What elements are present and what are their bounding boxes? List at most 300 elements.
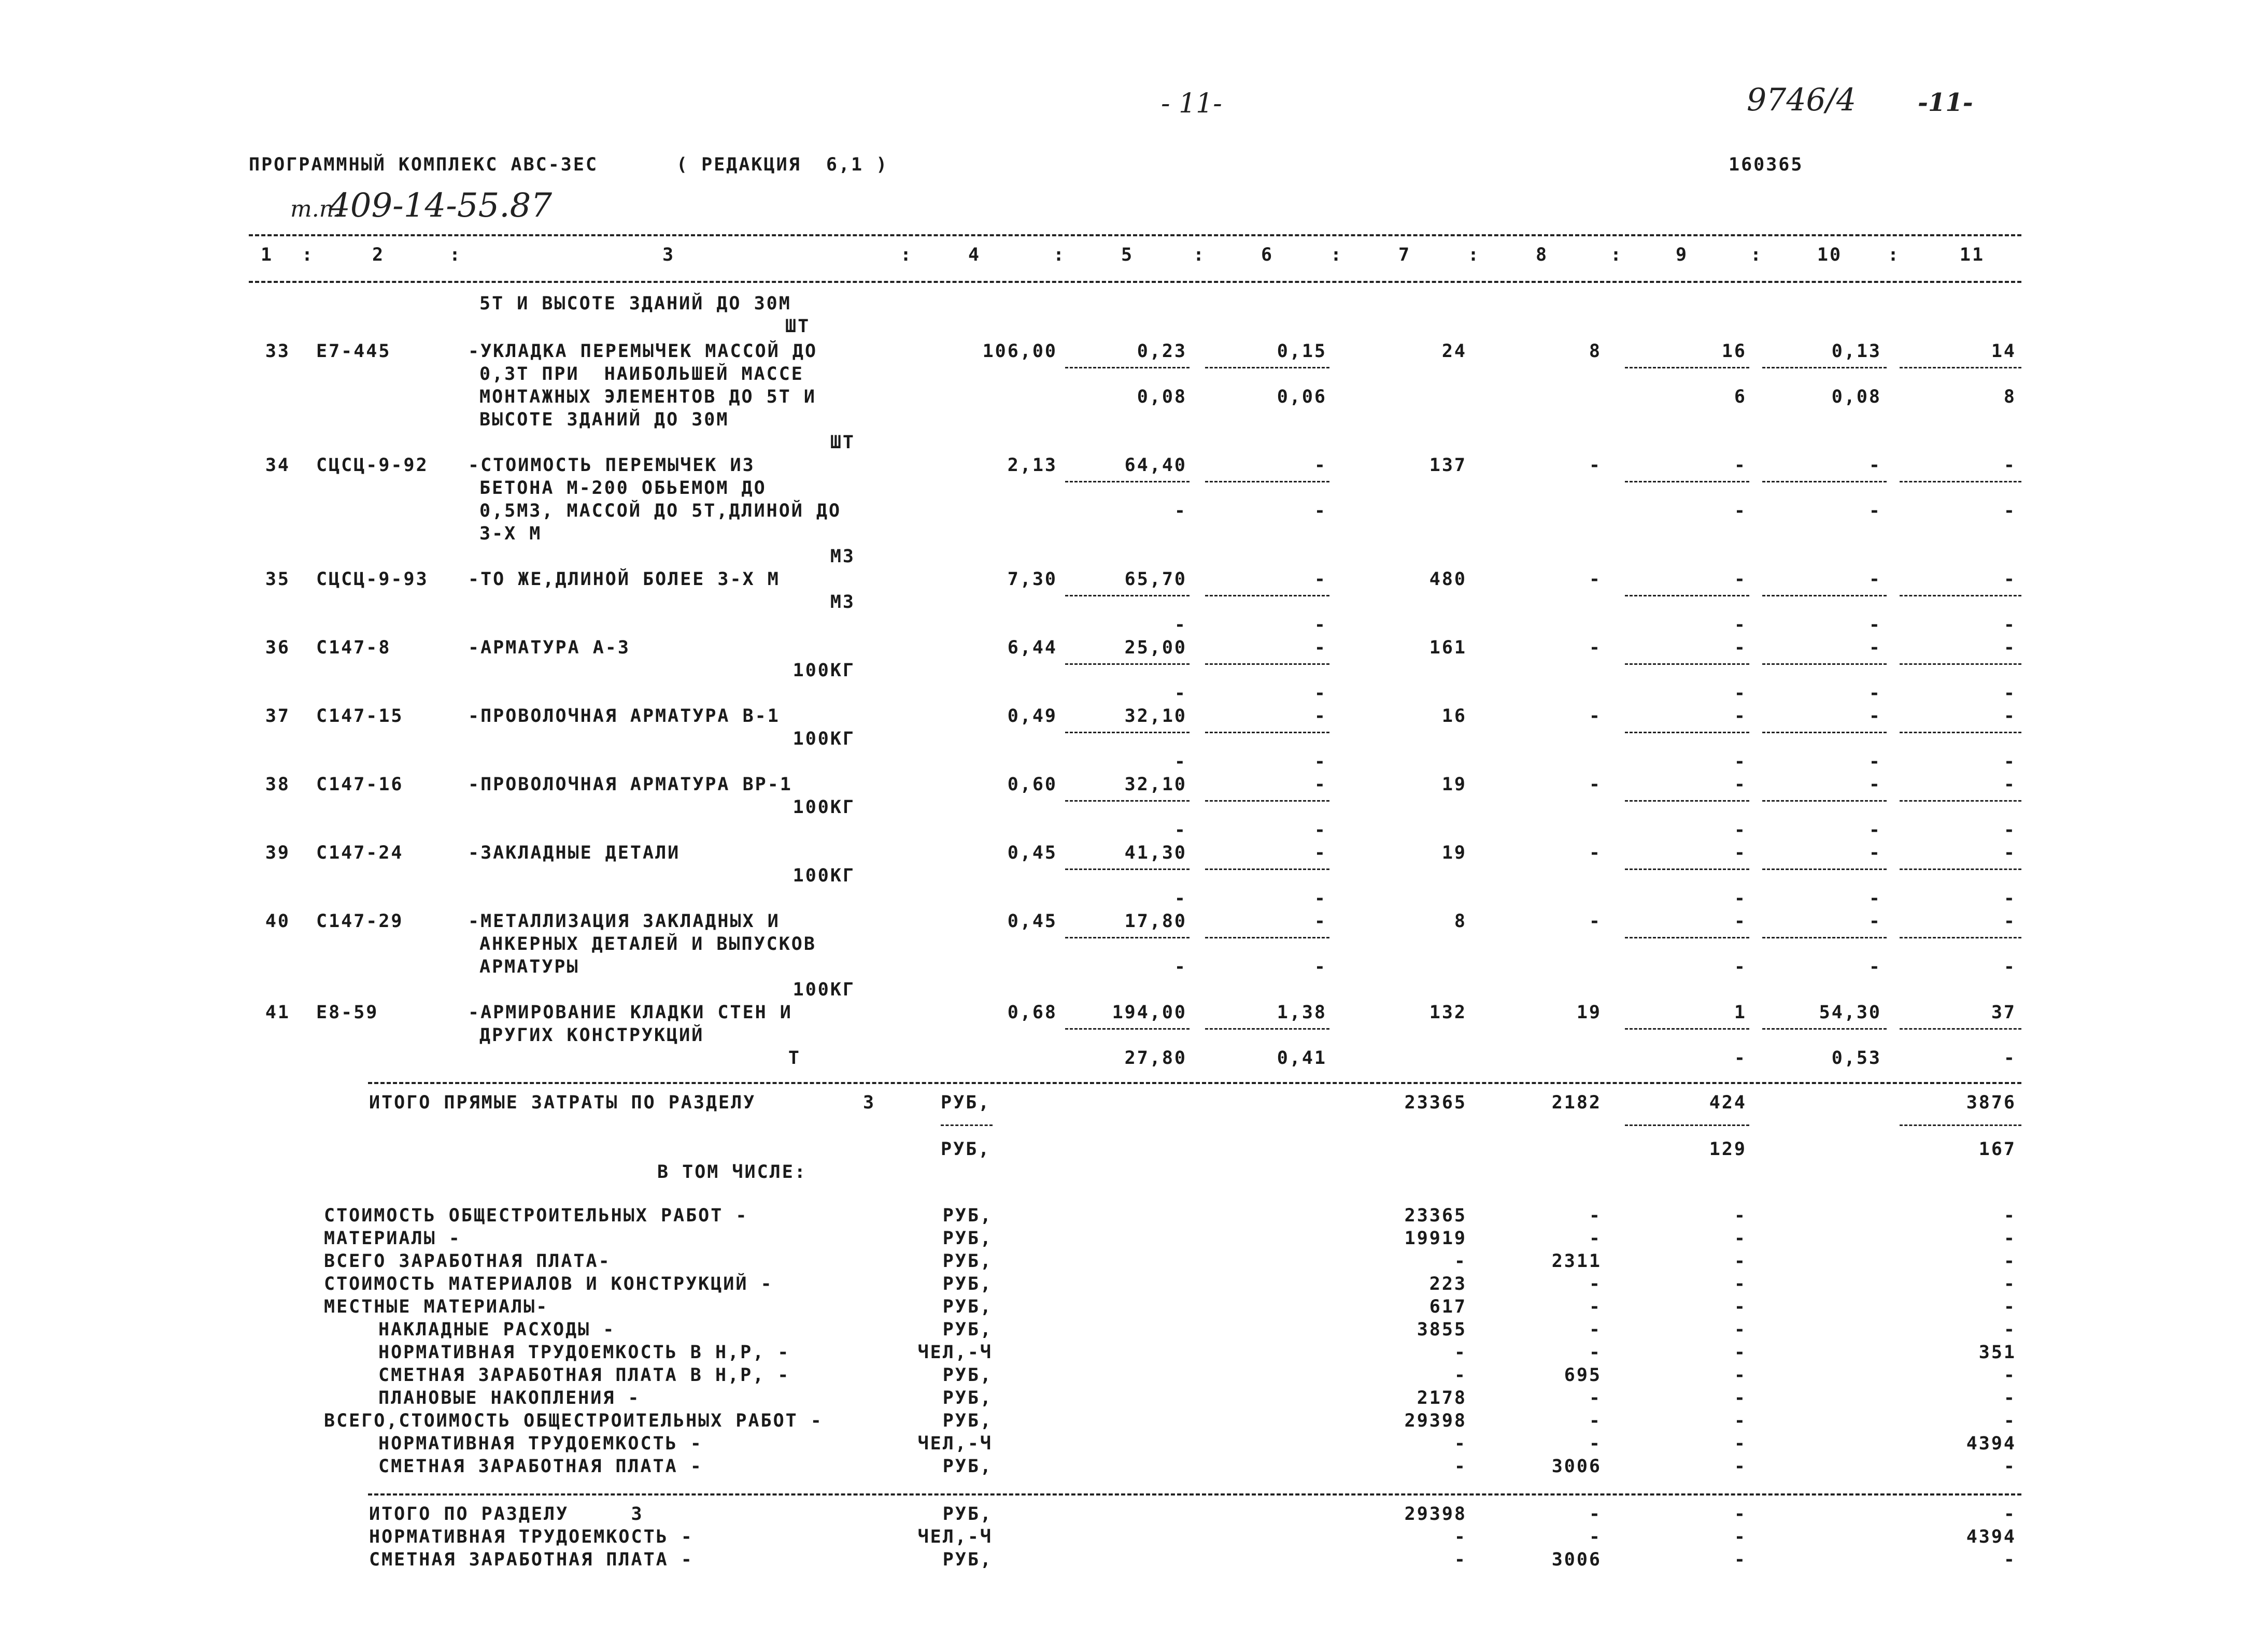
itogo-direct-c7: 23365 bbox=[1404, 1092, 1467, 1113]
breakdown-unit: РУБ, bbox=[942, 1274, 993, 1294]
section-total-label: НОРМАТИВНАЯ ТРУДОЕМКОСТЬ - bbox=[369, 1527, 693, 1547]
row-cell-c10: - bbox=[1868, 637, 1881, 658]
row-cell-c7: 161 bbox=[1429, 637, 1467, 658]
row-cell-c8: - bbox=[1589, 911, 1602, 932]
section-total-c8: 3006 bbox=[1551, 1549, 1602, 1570]
breakdown-c8: - bbox=[1589, 1274, 1602, 1294]
breakdown-c9: - bbox=[1734, 1228, 1747, 1249]
row-unit: 100КГ bbox=[792, 865, 855, 886]
row-cell-c9b: - bbox=[1734, 683, 1747, 704]
row-description-line: -ПРОВОЛОЧНАЯ АРМАТУРА ВР-1 bbox=[468, 774, 792, 795]
section-total-rule bbox=[368, 1493, 2021, 1496]
row-subrule-c5 bbox=[1065, 367, 1190, 368]
row-code: С147-29 bbox=[316, 911, 404, 932]
row-cell-c11: - bbox=[2003, 843, 2016, 863]
row-subrule-c10 bbox=[1762, 481, 1887, 482]
breakdown-label: ВСЕГО,СТОИМОСТЬ ОБЩЕСТРОИТЕЛЬНЫХ РАБОТ - bbox=[324, 1411, 823, 1431]
row-cell-c8: - bbox=[1589, 843, 1602, 863]
row-subrule-c5 bbox=[1065, 800, 1190, 802]
row-code: Е8-59 bbox=[316, 1002, 379, 1023]
column-number-8: 8 bbox=[1535, 245, 1549, 265]
program-title: ПРОГРАММНЫЙ КОМПЛЕКС АВС-3ЕС bbox=[249, 154, 599, 175]
row-cell-c7: 137 bbox=[1429, 455, 1467, 476]
breakdown-c7: 3855 bbox=[1417, 1319, 1467, 1340]
row-unit: 100КГ bbox=[792, 797, 855, 818]
breakdown-c8: - bbox=[1589, 1319, 1602, 1340]
row-subrule-c10 bbox=[1762, 367, 1887, 368]
row-cell-c6: - bbox=[1314, 569, 1327, 590]
row-subrule-c9 bbox=[1625, 481, 1749, 482]
breakdown-label: СМЕТНАЯ ЗАРАБОТНАЯ ПЛАТА - bbox=[378, 1456, 703, 1477]
column-number-3: 3 bbox=[662, 245, 675, 265]
row-cell-qty: 0,60 bbox=[1007, 774, 1057, 795]
row-number: 40 bbox=[265, 911, 290, 932]
tp-number: 409-14-55.87 bbox=[329, 187, 553, 225]
row-cell-c6: - bbox=[1314, 843, 1327, 863]
breakdown-unit: ЧЕЛ,-Ч bbox=[917, 1342, 993, 1363]
breakdown-c7: - bbox=[1454, 1251, 1467, 1272]
row-cell-c10: - bbox=[1868, 455, 1881, 476]
column-number-10: 10 bbox=[1817, 245, 1843, 265]
row-unit: М3 bbox=[830, 546, 855, 567]
row-subrule-c6 bbox=[1205, 1028, 1329, 1030]
itogo-direct-c11b: 167 bbox=[1978, 1139, 2016, 1160]
section-total-unit: ЧЕЛ,-Ч bbox=[917, 1527, 993, 1547]
row-cell-c6: 0,15 bbox=[1277, 341, 1327, 362]
itogo-direct-unit: РУБ, bbox=[941, 1092, 991, 1113]
breakdown-c9: - bbox=[1734, 1388, 1747, 1408]
row-cell-c10b: - bbox=[1868, 501, 1881, 521]
section-total-c7: 29398 bbox=[1404, 1504, 1467, 1525]
row-cell-c8: - bbox=[1589, 706, 1602, 727]
row-number: 39 bbox=[265, 843, 290, 863]
row-cell-c5: 25,00 bbox=[1124, 637, 1187, 658]
row-subrule-c11 bbox=[1900, 800, 2021, 802]
row-cell-c11b: - bbox=[2003, 615, 2016, 635]
row-cell-c8: - bbox=[1589, 569, 1602, 590]
section-total-c9: - bbox=[1734, 1504, 1747, 1525]
breakdown-c11: - bbox=[2003, 1319, 2016, 1340]
breakdown-c7: 2178 bbox=[1417, 1388, 1467, 1408]
row-cell-c9b: - bbox=[1734, 957, 1747, 977]
breakdown-c11: - bbox=[2003, 1456, 2016, 1477]
row-subrule-c5 bbox=[1065, 481, 1190, 482]
breakdown-c9: - bbox=[1734, 1205, 1747, 1226]
row-cell-c5: 64,40 bbox=[1124, 455, 1187, 476]
row-description-line: -АРМАТУРА А-3 bbox=[468, 637, 630, 658]
row-cell-c11: - bbox=[2003, 569, 2016, 590]
row-subrule-c6 bbox=[1205, 732, 1329, 733]
row-subrule-c5 bbox=[1065, 868, 1190, 870]
row-cell-c7: 24 bbox=[1441, 341, 1467, 362]
row-subrule-c6 bbox=[1205, 937, 1329, 938]
column-separator: : bbox=[302, 245, 315, 265]
breakdown-c8: - bbox=[1589, 1342, 1602, 1363]
row-subrule-c6 bbox=[1205, 868, 1329, 870]
row-description-line: -АРМИРОВАНИЕ КЛАДКИ СТЕН И bbox=[468, 1002, 792, 1023]
row-cell-qty: 6,44 bbox=[1007, 637, 1057, 658]
breakdown-c11: - bbox=[2003, 1297, 2016, 1317]
itogo-direct-c8: 2182 bbox=[1551, 1092, 1602, 1113]
row-description-line: 3-Х М bbox=[479, 523, 542, 544]
row-subrule-c11 bbox=[1900, 663, 2021, 665]
breakdown-c8: - bbox=[1589, 1433, 1602, 1454]
row-subrule-c9 bbox=[1625, 663, 1749, 665]
breakdown-unit: ЧЕЛ,-Ч bbox=[917, 1433, 993, 1454]
row-subrule-c9 bbox=[1625, 1028, 1749, 1030]
breakdown-c11: - bbox=[2003, 1365, 2016, 1386]
column-number-7: 7 bbox=[1398, 245, 1411, 265]
row-cell-c9: 16 bbox=[1721, 341, 1747, 362]
row-description-line: ДРУГИХ КОНСТРУКЦИЙ bbox=[479, 1025, 704, 1046]
row-cell-c11: - bbox=[2003, 774, 2016, 795]
breakdown-unit: РУБ, bbox=[942, 1388, 993, 1408]
breakdown-label: МАТЕРИАЛЫ - bbox=[324, 1228, 461, 1249]
continuation-unit: ШТ bbox=[785, 316, 811, 337]
row-description-line: -ЗАКЛАДНЫЕ ДЕТАЛИ bbox=[468, 843, 681, 863]
row-cell-c10: 54,30 bbox=[1819, 1002, 1881, 1023]
breakdown-c8: - bbox=[1589, 1388, 1602, 1408]
section-total-label: ИТОГО ПО РАЗДЕЛУ 3 bbox=[369, 1504, 644, 1525]
row-cell-qty: 7,30 bbox=[1007, 569, 1057, 590]
row-cell-c5b: 27,80 bbox=[1124, 1048, 1187, 1069]
row-description-line: АРМАТУРЫ bbox=[479, 957, 579, 977]
row-cell-c11: - bbox=[2003, 706, 2016, 727]
row-subrule-c6 bbox=[1205, 595, 1329, 596]
section-total-label: СМЕТНАЯ ЗАРАБОТНАЯ ПЛАТА - bbox=[369, 1549, 693, 1570]
row-cell-c11b: - bbox=[2003, 683, 2016, 704]
itogo-rule bbox=[368, 1082, 2021, 1084]
row-unit: М3 bbox=[830, 592, 855, 613]
section-total-c8: - bbox=[1589, 1504, 1602, 1525]
row-cell-c6b: - bbox=[1314, 888, 1327, 909]
breakdown-c8: - bbox=[1589, 1228, 1602, 1249]
column-number-4: 4 bbox=[968, 245, 981, 265]
row-cell-c9b: - bbox=[1734, 820, 1747, 841]
column-separator: : bbox=[1610, 245, 1623, 265]
column-separator: : bbox=[449, 245, 462, 265]
row-cell-c10b: - bbox=[1868, 683, 1881, 704]
breakdown-c11: - bbox=[2003, 1388, 2016, 1408]
breakdown-c9: - bbox=[1734, 1297, 1747, 1317]
row-cell-c11b: - bbox=[2003, 820, 2016, 841]
row-cell-c5b: - bbox=[1174, 615, 1187, 635]
breakdown-c9: - bbox=[1734, 1319, 1747, 1340]
row-cell-c10: - bbox=[1868, 911, 1881, 932]
row-cell-c5b: - bbox=[1174, 683, 1187, 704]
section-total-c11: 4394 bbox=[1966, 1527, 2016, 1547]
row-cell-c9: - bbox=[1734, 843, 1747, 863]
breakdown-c9: - bbox=[1734, 1456, 1747, 1477]
row-number: 33 bbox=[265, 341, 290, 362]
breakdown-label: ПЛАНОВЫЕ НАКОПЛЕНИЯ - bbox=[378, 1388, 641, 1408]
row-unit: ШТ bbox=[830, 432, 855, 453]
row-cell-c7: 19 bbox=[1441, 774, 1467, 795]
row-description-line: 0,3Т ПРИ НАИБОЛЬШЕЙ МАССЕ bbox=[479, 364, 804, 384]
row-cell-c6b: 0,06 bbox=[1277, 387, 1327, 407]
row-cell-c6: - bbox=[1314, 774, 1327, 795]
row-cell-c5b: - bbox=[1174, 751, 1187, 772]
row-cell-c8: - bbox=[1589, 455, 1602, 476]
row-cell-c5: 32,10 bbox=[1124, 706, 1187, 727]
row-code: С147-8 bbox=[316, 637, 391, 658]
row-subrule-c5 bbox=[1065, 663, 1190, 665]
row-description-line: -ПРОВОЛОЧНАЯ АРМАТУРА В-1 bbox=[468, 706, 780, 727]
row-subrule-c6 bbox=[1205, 663, 1329, 665]
breakdown-unit: РУБ, bbox=[942, 1251, 993, 1272]
row-code: С147-16 bbox=[316, 774, 404, 795]
row-subrule-c10 bbox=[1762, 663, 1887, 665]
breakdown-c8: - bbox=[1589, 1411, 1602, 1431]
row-cell-c10b: - bbox=[1868, 957, 1881, 977]
breakdown-c11: - bbox=[2003, 1251, 2016, 1272]
row-cell-c6: - bbox=[1314, 637, 1327, 658]
breakdown-c9: - bbox=[1734, 1365, 1747, 1386]
row-cell-qty: 106,00 bbox=[982, 341, 1057, 362]
row-cell-c10: - bbox=[1868, 706, 1881, 727]
row-subrule-c11 bbox=[1900, 367, 2021, 368]
section-total-c11: - bbox=[2003, 1549, 2016, 1570]
row-cell-c10b: - bbox=[1868, 820, 1881, 841]
row-cell-c9: - bbox=[1734, 637, 1747, 658]
row-code: СЦСЦ-9-92 bbox=[316, 455, 429, 476]
row-cell-qty: 0,49 bbox=[1007, 706, 1057, 727]
page-number-center: - 11- bbox=[1161, 88, 1222, 119]
breakdown-c8: 3006 bbox=[1551, 1456, 1602, 1477]
row-cell-c6b: - bbox=[1314, 683, 1327, 704]
row-cell-qty: 0,45 bbox=[1007, 843, 1057, 863]
breakdown-label: СТОИМОСТЬ ОБЩЕСТРОИТЕЛЬНЫХ РАБОТ - bbox=[324, 1205, 748, 1226]
row-cell-c10: 0,13 bbox=[1831, 341, 1881, 362]
row-unit: 100КГ bbox=[792, 729, 855, 749]
breakdown-c8: 2311 bbox=[1551, 1251, 1602, 1272]
breakdown-unit: РУБ, bbox=[942, 1228, 993, 1249]
row-cell-c6b: - bbox=[1314, 820, 1327, 841]
row-subrule-c6 bbox=[1205, 481, 1329, 482]
breakdown-c7: 223 bbox=[1429, 1274, 1467, 1294]
row-cell-c5: 32,10 bbox=[1124, 774, 1187, 795]
v-tom-chisle-heading: В ТОМ ЧИСЛЕ: bbox=[657, 1162, 807, 1183]
row-subrule-c6 bbox=[1205, 367, 1329, 368]
document-code: 160365 bbox=[1729, 154, 1804, 175]
section-total-unit: РУБ, bbox=[942, 1504, 993, 1525]
itogo-subrule-c11 bbox=[1900, 1124, 2021, 1126]
row-cell-c7: 132 bbox=[1429, 1002, 1467, 1023]
row-number: 38 bbox=[265, 774, 290, 795]
breakdown-unit: РУБ, bbox=[942, 1365, 993, 1386]
row-description-line: -СТОИМОСТЬ ПЕРЕМЫЧЕК ИЗ bbox=[468, 455, 755, 476]
row-cell-c11: - bbox=[2003, 455, 2016, 476]
row-cell-qty: 2,13 bbox=[1007, 455, 1057, 476]
row-cell-c9: - bbox=[1734, 706, 1747, 727]
row-number: 37 bbox=[265, 706, 290, 727]
row-cell-c9b: - bbox=[1734, 1048, 1747, 1069]
breakdown-c11: 4394 bbox=[1966, 1433, 2016, 1454]
row-cell-c6b: - bbox=[1314, 615, 1327, 635]
row-number: 36 bbox=[265, 637, 290, 658]
row-cell-c5: 65,70 bbox=[1124, 569, 1187, 590]
row-unit: 100КГ bbox=[792, 979, 855, 1000]
row-subrule-c10 bbox=[1762, 868, 1887, 870]
itogo-direct-section: 3 bbox=[863, 1092, 876, 1113]
row-cell-c6b: - bbox=[1314, 751, 1327, 772]
itogo-subrule-c9 bbox=[1625, 1124, 1749, 1126]
document-number: 9746/4 bbox=[1747, 82, 1857, 118]
row-number: 41 bbox=[265, 1002, 290, 1023]
row-subrule-c11 bbox=[1900, 937, 2021, 938]
row-unit: 100КГ bbox=[792, 660, 855, 681]
row-cell-c10: - bbox=[1868, 843, 1881, 863]
row-description-line: МОНТАЖНЫХ ЭЛЕМЕНТОВ ДО 5Т И bbox=[479, 387, 816, 407]
row-cell-c10b: 0,08 bbox=[1831, 387, 1881, 407]
row-cell-c5b: - bbox=[1174, 820, 1187, 841]
column-separator: : bbox=[1468, 245, 1481, 265]
row-subrule-c5 bbox=[1065, 1028, 1190, 1030]
breakdown-c9: - bbox=[1734, 1251, 1747, 1272]
row-subrule-c9 bbox=[1625, 868, 1749, 870]
row-subrule-c10 bbox=[1762, 800, 1887, 802]
row-cell-c6b: - bbox=[1314, 501, 1327, 521]
breakdown-unit: РУБ, bbox=[942, 1456, 993, 1477]
row-cell-c10b: - bbox=[1868, 751, 1881, 772]
row-cell-c6b: 0,41 bbox=[1277, 1048, 1327, 1069]
row-code: Е7-445 bbox=[316, 341, 391, 362]
breakdown-c7: - bbox=[1454, 1342, 1467, 1363]
row-cell-c10b: - bbox=[1868, 615, 1881, 635]
row-cell-c9b: - bbox=[1734, 501, 1747, 521]
row-cell-c11: 14 bbox=[1991, 341, 2016, 362]
row-cell-c11: - bbox=[2003, 911, 2016, 932]
row-cell-c6: - bbox=[1314, 706, 1327, 727]
row-cell-c5b: 0,08 bbox=[1137, 387, 1187, 407]
breakdown-c7: - bbox=[1454, 1433, 1467, 1454]
header-rule-top bbox=[249, 234, 2021, 236]
row-cell-c10: - bbox=[1868, 774, 1881, 795]
row-cell-c9b: 6 bbox=[1734, 387, 1747, 407]
itogo-direct-c9b: 129 bbox=[1709, 1139, 1747, 1160]
row-subrule-c5 bbox=[1065, 595, 1190, 596]
row-cell-c9: - bbox=[1734, 911, 1747, 932]
row-unit: Т bbox=[788, 1048, 801, 1069]
row-code: СЦСЦ-9-93 bbox=[316, 569, 429, 590]
breakdown-c11: 351 bbox=[1978, 1342, 2016, 1363]
column-number-5: 5 bbox=[1121, 245, 1134, 265]
row-subrule-c11 bbox=[1900, 868, 2021, 870]
row-code: С147-15 bbox=[316, 706, 404, 727]
breakdown-c11: - bbox=[2003, 1274, 2016, 1294]
row-subrule-c9 bbox=[1625, 800, 1749, 802]
section-total-unit: РУБ, bbox=[942, 1549, 993, 1570]
row-cell-c11b: - bbox=[2003, 501, 2016, 521]
breakdown-unit: РУБ, bbox=[942, 1297, 993, 1317]
breakdown-label: МЕСТНЫЕ МАТЕРИАЛЫ- bbox=[324, 1297, 549, 1317]
breakdown-unit: РУБ, bbox=[942, 1411, 993, 1431]
row-code: С147-24 bbox=[316, 843, 404, 863]
row-cell-c8: - bbox=[1589, 637, 1602, 658]
breakdown-c11: - bbox=[2003, 1228, 2016, 1249]
row-cell-c11: - bbox=[2003, 637, 2016, 658]
breakdown-c9: - bbox=[1734, 1342, 1747, 1363]
tp-prefix: т.п. bbox=[290, 196, 342, 222]
section-total-c7: - bbox=[1454, 1549, 1467, 1570]
row-cell-c6: - bbox=[1314, 911, 1327, 932]
row-cell-c11b: 8 bbox=[2003, 387, 2016, 407]
row-cell-c9: 1 bbox=[1734, 1002, 1747, 1023]
breakdown-c11: - bbox=[2003, 1411, 2016, 1431]
column-separator: : bbox=[1053, 245, 1066, 265]
breakdown-c7: 29398 bbox=[1404, 1411, 1467, 1431]
breakdown-label: СТОИМОСТЬ МАТЕРИАЛОВ И КОНСТРУКЦИЙ - bbox=[324, 1274, 773, 1294]
row-cell-c6: - bbox=[1314, 455, 1327, 476]
breakdown-c8: 695 bbox=[1564, 1365, 1602, 1386]
row-subrule-c9 bbox=[1625, 367, 1749, 368]
itogo-direct-c11: 3876 bbox=[1966, 1092, 2016, 1113]
section-total-c8: - bbox=[1589, 1527, 1602, 1547]
row-cell-c7: 8 bbox=[1454, 911, 1467, 932]
row-cell-c5: 17,80 bbox=[1124, 911, 1187, 932]
column-separator: : bbox=[1888, 245, 1901, 265]
row-subrule-c6 bbox=[1205, 800, 1329, 802]
row-cell-c11b: - bbox=[2003, 957, 2016, 977]
row-cell-c9b: - bbox=[1734, 615, 1747, 635]
row-cell-qty: 0,45 bbox=[1007, 911, 1057, 932]
column-number-2: 2 bbox=[372, 245, 385, 265]
row-subrule-c11 bbox=[1900, 732, 2021, 733]
row-cell-c8: - bbox=[1589, 774, 1602, 795]
breakdown-label: НОРМАТИВНАЯ ТРУДОЕМКОСТЬ - bbox=[378, 1433, 703, 1454]
row-subrule-c5 bbox=[1065, 732, 1190, 733]
row-cell-c9b: - bbox=[1734, 751, 1747, 772]
row-subrule-c10 bbox=[1762, 595, 1887, 596]
row-subrule-c11 bbox=[1900, 1028, 2021, 1030]
row-cell-c5: 194,00 bbox=[1112, 1002, 1187, 1023]
row-cell-c9: - bbox=[1734, 774, 1747, 795]
breakdown-label: НАКЛАДНЫЕ РАСХОДЫ - bbox=[378, 1319, 616, 1340]
itogo-subrule-unit bbox=[941, 1124, 993, 1126]
page-number-right: -11- bbox=[1918, 88, 1973, 117]
row-cell-c8: 19 bbox=[1576, 1002, 1602, 1023]
breakdown-c8: - bbox=[1589, 1297, 1602, 1317]
row-cell-c10b: 0,53 bbox=[1831, 1048, 1881, 1069]
column-number-9: 9 bbox=[1675, 245, 1689, 265]
breakdown-c7: 617 bbox=[1429, 1297, 1467, 1317]
itogo-direct-label: ИТОГО ПРЯМЫЕ ЗАТРАТЫ ПО РАЗДЕЛУ bbox=[369, 1092, 756, 1113]
breakdown-c9: - bbox=[1734, 1411, 1747, 1431]
column-number-6: 6 bbox=[1261, 245, 1274, 265]
breakdown-unit: РУБ, bbox=[942, 1319, 993, 1340]
row-cell-c8: 8 bbox=[1589, 341, 1602, 362]
breakdown-c9: - bbox=[1734, 1274, 1747, 1294]
row-cell-qty: 0,68 bbox=[1007, 1002, 1057, 1023]
breakdown-c7: 19919 bbox=[1404, 1228, 1467, 1249]
section-total-c9: - bbox=[1734, 1527, 1747, 1547]
breakdown-c7: - bbox=[1454, 1456, 1467, 1477]
row-cell-c11: 37 bbox=[1991, 1002, 2016, 1023]
row-description-line: БЕТОНА М-200 ОБЬЕМОМ ДО bbox=[479, 478, 767, 499]
row-description-line: -УКЛАДКА ПЕРЕМЫЧЕК МАССОЙ ДО bbox=[468, 341, 818, 362]
row-description-line: -МЕТАЛЛИЗАЦИЯ ЗАКЛАДНЫХ И bbox=[468, 911, 780, 932]
column-separator: : bbox=[1330, 245, 1343, 265]
row-subrule-c9 bbox=[1625, 595, 1749, 596]
row-cell-c5b: - bbox=[1174, 888, 1187, 909]
header-rule-bottom bbox=[249, 281, 2021, 283]
row-cell-c11b: - bbox=[2003, 751, 2016, 772]
row-description-line: АНКЕРНЫХ ДЕТАЛЕЙ И ВЫПУСКОВ bbox=[479, 934, 816, 955]
row-subrule-c5 bbox=[1065, 937, 1190, 938]
row-subrule-c10 bbox=[1762, 937, 1887, 938]
row-cell-c9: - bbox=[1734, 569, 1747, 590]
breakdown-label: ВСЕГО ЗАРАБОТНАЯ ПЛАТА- bbox=[324, 1251, 611, 1272]
